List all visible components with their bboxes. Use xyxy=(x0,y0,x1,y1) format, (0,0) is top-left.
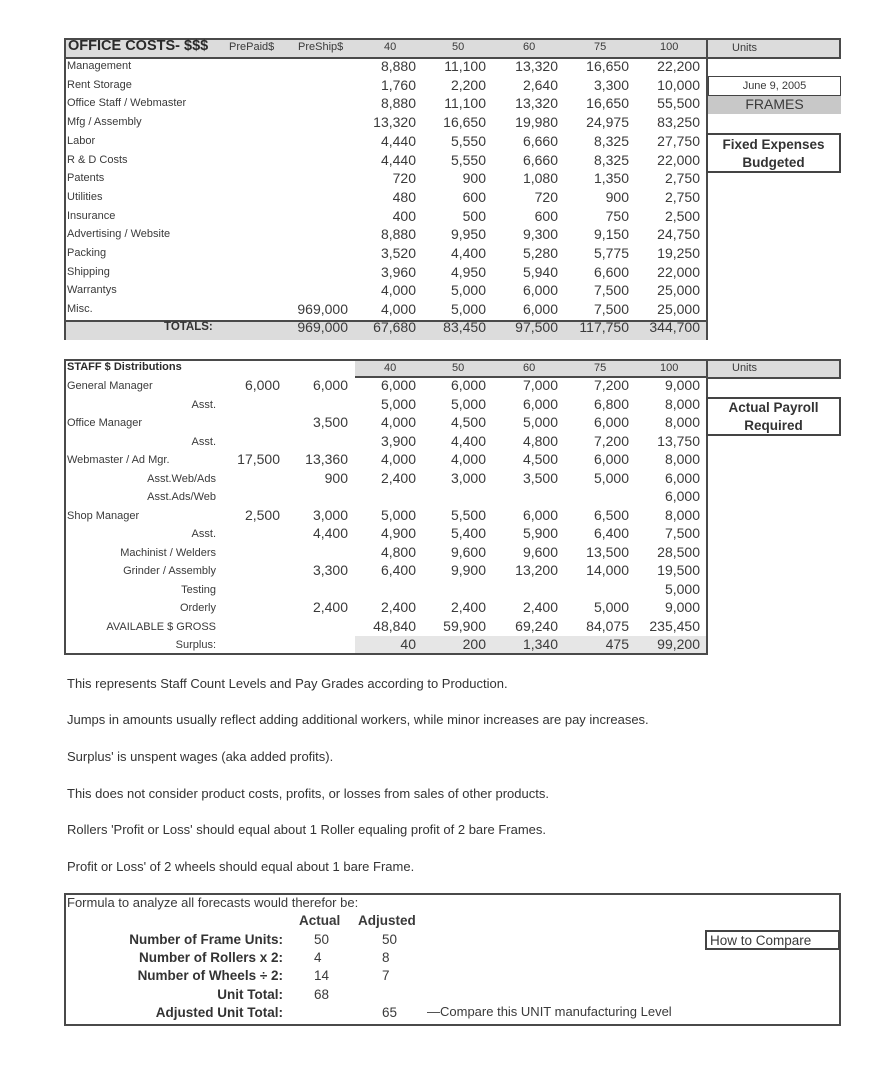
staff-row-v60: 69,240 xyxy=(515,617,558,634)
totals-60: 97,500 xyxy=(515,319,558,335)
office-row-v60: 2,640 xyxy=(522,76,558,93)
office-row-v50: 5,550 xyxy=(450,151,486,168)
col-header-prepaid: PrePaid$ xyxy=(229,41,275,53)
staff-row-prepaid: 6,000 xyxy=(244,377,280,393)
note-5: Rollers 'Profit or Loss' should equal about 1 Roller equaling profit of 2 bare Frames. xyxy=(67,822,546,837)
office-row-v75: 8,325 xyxy=(593,151,629,168)
office-row-v50: 5,000 xyxy=(450,301,486,318)
staff-row-v100: 6,000 xyxy=(664,488,700,504)
staff-row-preship: 3,000 xyxy=(312,506,348,523)
staff-row-v40: 6,400 xyxy=(380,562,416,578)
office-row-v40: 400 xyxy=(392,207,416,224)
col-header-50: 50 xyxy=(452,41,465,53)
col-header-preship: PreShip$ xyxy=(298,41,344,53)
staff-row-v60: 4,800 xyxy=(522,432,558,449)
staff-row-label: Asst.Ads/Web xyxy=(147,491,216,503)
how-to-compare-label: How to Compare xyxy=(705,930,840,950)
staff-row-v40: 2,400 xyxy=(380,469,416,486)
office-row-label: Advertising / Website xyxy=(67,228,171,241)
formula-title: Formula to analyze all forecasts would therefor be: xyxy=(67,895,359,910)
surplus-75: 475 xyxy=(605,636,629,652)
note-3: Surplus' is unspent wages (aka added profits). xyxy=(67,749,334,764)
office-row-v60: 13,320 xyxy=(515,95,558,112)
office-row-label: Rent Storage xyxy=(67,78,132,91)
staff-row-v50: 4,400 xyxy=(450,432,486,449)
fixed-expenses-line2: Budgeted xyxy=(742,155,805,170)
staff-row-v60: 5,000 xyxy=(522,414,558,430)
staff-col-header-100: 100 xyxy=(660,362,679,374)
office-row-v60: 6,660 xyxy=(522,151,558,168)
staff-row-label: Machinist / Welders xyxy=(120,546,216,559)
office-row-v100: 83,250 xyxy=(657,114,700,131)
office-row-v100: 22,000 xyxy=(657,263,700,280)
staff-row-v75: 5,000 xyxy=(593,469,629,486)
staff-col-header-75: 75 xyxy=(594,362,607,374)
office-row-v75: 8,325 xyxy=(593,132,629,149)
totals-50: 83,450 xyxy=(443,319,486,335)
date-label: June 9, 2005 xyxy=(708,76,841,96)
staff-row-v40: 4,000 xyxy=(380,414,416,430)
staff-row-v75: 7,200 xyxy=(593,432,629,449)
office-row-v100: 22,000 xyxy=(657,151,700,168)
units-label-staff: Units xyxy=(732,362,758,374)
surplus-label: Surplus: xyxy=(175,639,216,651)
staff-row-preship: 2,400 xyxy=(312,599,348,615)
staff-row-v50: 9,600 xyxy=(450,543,486,560)
staff-row-v60: 3,500 xyxy=(522,469,558,486)
staff-row-label: Orderly xyxy=(179,602,216,614)
office-row-v50: 11,100 xyxy=(444,58,486,74)
payroll-line1: Actual Payroll xyxy=(728,400,819,415)
office-row-v40: 13,320 xyxy=(373,114,416,131)
totals-40: 67,680 xyxy=(373,319,416,335)
units-header-office xyxy=(706,38,841,59)
staff-row-prepaid: 2,500 xyxy=(244,506,280,523)
staff-row-v50: 6,000 xyxy=(450,377,486,393)
office-row-v60: 600 xyxy=(534,207,558,224)
office-row-v50: 9,950 xyxy=(450,226,486,243)
staff-row-preship: 3,300 xyxy=(312,562,348,578)
col-header-75: 75 xyxy=(594,41,607,53)
staff-row-v40: 5,000 xyxy=(380,395,416,412)
office-row-v75: 7,500 xyxy=(593,301,629,318)
formula-row-label: Number of Frame Units: xyxy=(129,932,283,947)
formula-row-actual: 14 xyxy=(314,968,330,984)
office-row-label: Warrantys xyxy=(67,284,117,297)
staff-row-v100: 13,750 xyxy=(657,432,700,449)
staff-row-v50: 4,500 xyxy=(450,414,486,430)
formula-col-actual: Actual xyxy=(299,913,341,928)
office-row-v75: 5,775 xyxy=(593,245,629,261)
office-row-v40: 4,440 xyxy=(380,132,416,149)
staff-row-label: Webmaster / Ad Mgr. xyxy=(67,454,170,466)
office-row-v40: 8,880 xyxy=(380,58,416,74)
office-row-v40: 4,000 xyxy=(380,301,416,318)
staff-row-v100: 9,000 xyxy=(664,377,700,393)
office-row-v40: 720 xyxy=(392,170,416,187)
office-row-v100: 22,200 xyxy=(657,58,700,74)
staff-row-v75: 7,200 xyxy=(593,377,629,393)
staff-row-label: Asst. xyxy=(191,528,216,540)
formula-row-adjusted: 50 xyxy=(382,932,398,947)
office-row-v50: 600 xyxy=(462,188,486,205)
staff-row-v100: 28,500 xyxy=(657,543,700,560)
office-row-v40: 3,960 xyxy=(380,263,416,280)
office-row-v100: 55,500 xyxy=(657,95,700,112)
office-row-v50: 16,650 xyxy=(443,114,486,131)
staff-row-v60: 9,600 xyxy=(522,543,558,560)
office-row-v50: 900 xyxy=(462,170,486,187)
payroll-line2: Required xyxy=(744,418,803,433)
office-row-v60: 6,660 xyxy=(522,132,558,149)
staff-row-label: AVAILABLE $ GROSS xyxy=(106,620,216,633)
office-row-v100: 25,000 xyxy=(657,301,700,318)
office-row-v40: 4,440 xyxy=(380,151,416,168)
staff-row-v100: 6,000 xyxy=(664,469,700,486)
staff-row-v40: 48,840 xyxy=(373,617,416,634)
office-row-v100: 25,000 xyxy=(657,282,700,299)
staff-row-v100: 9,000 xyxy=(664,599,700,615)
office-row-v40: 8,880 xyxy=(380,95,416,112)
staff-col-header-50: 50 xyxy=(452,362,465,374)
staff-row-v60: 7,000 xyxy=(522,377,558,393)
office-row-v100: 2,750 xyxy=(664,170,700,187)
staff-row-v60: 6,000 xyxy=(522,506,558,523)
staff-row-v60: 13,200 xyxy=(515,562,558,578)
staff-row-v75: 6,000 xyxy=(593,451,629,467)
office-costs-title: OFFICE COSTS- $$$ xyxy=(68,38,209,54)
office-row-v75: 900 xyxy=(605,188,629,205)
staff-row-preship: 4,400 xyxy=(312,525,348,541)
office-row-v75: 6,600 xyxy=(593,263,629,280)
formula-row-actual: 4 xyxy=(314,950,322,966)
office-row-v100: 19,250 xyxy=(657,245,700,261)
col-header-40: 40 xyxy=(384,41,397,53)
staff-row-label: Asst. xyxy=(191,435,216,448)
staff-row-v75: 6,400 xyxy=(593,525,629,541)
office-row-v60: 6,000 xyxy=(522,301,558,318)
note-4: This does not consider product costs, profits, or losses from sales of other products. xyxy=(67,786,549,801)
office-row-v50: 5,550 xyxy=(450,132,486,149)
staff-row-v40: 3,900 xyxy=(380,432,416,449)
staff-row-label: Office Manager xyxy=(67,417,143,429)
office-row-v100: 24,750 xyxy=(657,226,700,243)
staff-row-v100: 8,000 xyxy=(664,506,700,523)
totals-preship: 969,000 xyxy=(297,319,348,335)
office-row-v100: 2,500 xyxy=(664,207,700,224)
office-row-label: Utilities xyxy=(67,190,103,203)
staff-row-v50: 5,500 xyxy=(450,506,486,523)
staff-row-v75: 5,000 xyxy=(593,599,629,615)
surplus-50: 200 xyxy=(462,636,486,652)
staff-row-v100: 8,000 xyxy=(664,414,700,430)
office-row-label: Packing xyxy=(67,247,107,259)
formula-row-label: Adjusted Unit Total: xyxy=(155,1004,283,1020)
office-row-v50: 11,100 xyxy=(444,95,486,112)
staff-row-v100: 8,000 xyxy=(664,451,700,467)
office-row-v60: 13,320 xyxy=(515,58,558,74)
staff-row-v60: 5,900 xyxy=(522,525,558,541)
staff-row-v100: 8,000 xyxy=(664,395,700,412)
staff-row-preship: 6,000 xyxy=(312,377,348,393)
office-row-v50: 4,400 xyxy=(450,245,486,261)
staff-row-v60: 4,500 xyxy=(522,451,558,467)
formula-row-adjusted: 7 xyxy=(382,968,390,984)
formula-row-label: Unit Total: xyxy=(217,986,283,1002)
office-row-v40: 3,520 xyxy=(380,245,416,261)
office-row-v60: 5,940 xyxy=(522,263,558,280)
units-header-staff xyxy=(706,359,841,379)
office-row-v100: 2,750 xyxy=(664,188,700,205)
staff-row-v75: 13,500 xyxy=(586,543,629,560)
office-row-label: Management xyxy=(67,60,132,72)
office-row-v40: 480 xyxy=(392,188,416,205)
staff-row-prepaid: 17,500 xyxy=(237,451,280,467)
formula-row-adjusted: 65 xyxy=(382,1004,398,1020)
staff-row-label: General Manager xyxy=(67,380,153,392)
staff-col-header-60: 60 xyxy=(523,362,536,374)
surplus-40: 40 xyxy=(400,636,416,652)
formula-row-label: Number of Wheels ÷ 2: xyxy=(137,968,283,984)
office-row-label: Shipping xyxy=(67,265,110,278)
staff-row-v50: 5,000 xyxy=(450,395,486,412)
fixed-expenses-budgeted-label xyxy=(706,133,841,173)
staff-row-v100: 19,500 xyxy=(657,562,700,578)
note-6: Profit or Loss' of 2 wheels should equal about 1 bare Frame. xyxy=(67,859,415,874)
staff-row-v50: 9,900 xyxy=(450,562,486,578)
staff-row-v60: 2,400 xyxy=(522,599,558,615)
staff-row-v50: 5,400 xyxy=(450,525,486,541)
col-header-60: 60 xyxy=(523,41,536,53)
office-row-v60: 9,300 xyxy=(522,226,558,243)
staff-row-label: Grinder / Assembly xyxy=(123,565,216,577)
staff-row-v40: 5,000 xyxy=(380,506,416,523)
office-row-label: Patents xyxy=(67,172,105,185)
staff-row-v40: 6,000 xyxy=(380,377,416,393)
product-frames-label: FRAMES xyxy=(708,96,841,114)
office-row-v50: 500 xyxy=(462,207,486,224)
formula-col-adjusted: Adjusted xyxy=(358,913,416,928)
staff-row-v75: 6,500 xyxy=(593,506,629,523)
office-row-v40: 8,880 xyxy=(380,226,416,243)
staff-row-v75: 14,000 xyxy=(586,562,629,578)
staff-row-label: Testing xyxy=(181,583,216,596)
formula-row-adjusted: 8 xyxy=(382,950,390,966)
actual-payroll-required-label xyxy=(706,397,841,436)
office-row-v75: 750 xyxy=(605,207,629,224)
staff-row-v60: 6,000 xyxy=(522,395,558,412)
office-row-label: R & D Costs xyxy=(67,153,128,166)
staff-row-label: Asst.Web/Ads xyxy=(147,472,216,485)
totals-75: 117,750 xyxy=(579,319,629,335)
staff-row-preship: 3,500 xyxy=(312,414,348,430)
office-row-v60: 19,980 xyxy=(515,114,558,131)
staff-row-v100: 5,000 xyxy=(664,580,700,597)
staff-row-preship: 13,360 xyxy=(305,451,348,467)
office-row-v60: 5,280 xyxy=(522,245,558,261)
office-row-v50: 4,950 xyxy=(450,263,486,280)
office-row-v60: 1,080 xyxy=(522,170,558,187)
staff-row-v50: 59,900 xyxy=(443,617,486,634)
office-row-v50: 2,200 xyxy=(450,76,486,93)
office-row-label: Mfg / Assembly xyxy=(67,116,142,129)
office-row-v50: 5,000 xyxy=(450,282,486,299)
office-row-label: Misc. xyxy=(67,303,93,316)
staff-row-v75: 84,075 xyxy=(586,617,629,634)
office-row-v100: 27,750 xyxy=(657,132,700,149)
office-row-v75: 9,150 xyxy=(593,226,629,243)
office-row-v75: 1,350 xyxy=(593,170,629,187)
staff-row-v40: 4,800 xyxy=(380,543,416,560)
staff-row-label: Asst. xyxy=(191,398,216,411)
office-row-v75: 3,300 xyxy=(593,76,629,93)
formula-row-label: Number of Rollers x 2: xyxy=(138,950,283,966)
fixed-expenses-line1: Fixed Expenses xyxy=(722,137,825,152)
surplus-60: 1,340 xyxy=(522,636,558,652)
totals-label: TOTALS: xyxy=(164,321,213,333)
office-row-v75: 7,500 xyxy=(593,282,629,299)
office-row-label: Insurance xyxy=(67,209,116,222)
staff-row-v40: 2,400 xyxy=(380,599,416,615)
office-row-v60: 720 xyxy=(534,188,558,205)
staff-row-v75: 6,000 xyxy=(593,414,629,430)
note-2: Jumps in amounts usually reflect adding additional workers, while minor increases are pay increases. xyxy=(67,712,649,727)
compare-note: —Compare this UNIT manufacturing Level xyxy=(427,1004,672,1019)
office-row-v40: 4,000 xyxy=(380,282,416,299)
staff-row-v50: 4,000 xyxy=(450,451,486,467)
office-row-v60: 6,000 xyxy=(522,282,558,299)
surplus-100: 99,200 xyxy=(657,636,700,652)
staff-row-label: Shop Manager xyxy=(67,509,140,522)
col-header-100: 100 xyxy=(660,41,679,53)
staff-row-v50: 2,400 xyxy=(450,599,486,615)
units-label-office: Units xyxy=(732,42,758,54)
staff-title: STAFF $ Distributions xyxy=(67,361,182,373)
office-row-v75: 16,650 xyxy=(586,95,629,112)
staff-row-preship: 900 xyxy=(324,469,348,486)
office-row-v40: 1,760 xyxy=(380,76,416,93)
staff-row-v40: 4,000 xyxy=(380,451,416,467)
staff-row-v75: 6,800 xyxy=(593,395,629,412)
office-row-label: Office Staff / Webmaster xyxy=(67,97,187,110)
totals-100: 344,700 xyxy=(649,319,700,335)
staff-row-v100: 235,450 xyxy=(649,617,700,634)
note-1: This represents Staff Count Levels and Pay Grades according to Production. xyxy=(67,676,508,691)
staff-row-v50: 3,000 xyxy=(450,469,486,486)
office-row-label: Labor xyxy=(67,134,96,147)
office-row-preship: 969,000 xyxy=(297,301,348,318)
formula-row-actual: 68 xyxy=(314,986,330,1002)
office-row-v75: 16,650 xyxy=(586,58,629,74)
formula-row-actual: 50 xyxy=(314,932,330,947)
office-row-v100: 10,000 xyxy=(657,76,700,93)
office-row-v75: 24,975 xyxy=(586,114,629,131)
staff-col-header-40: 40 xyxy=(384,362,397,374)
staff-row-v40: 4,900 xyxy=(380,525,416,541)
staff-row-v100: 7,500 xyxy=(664,525,700,541)
